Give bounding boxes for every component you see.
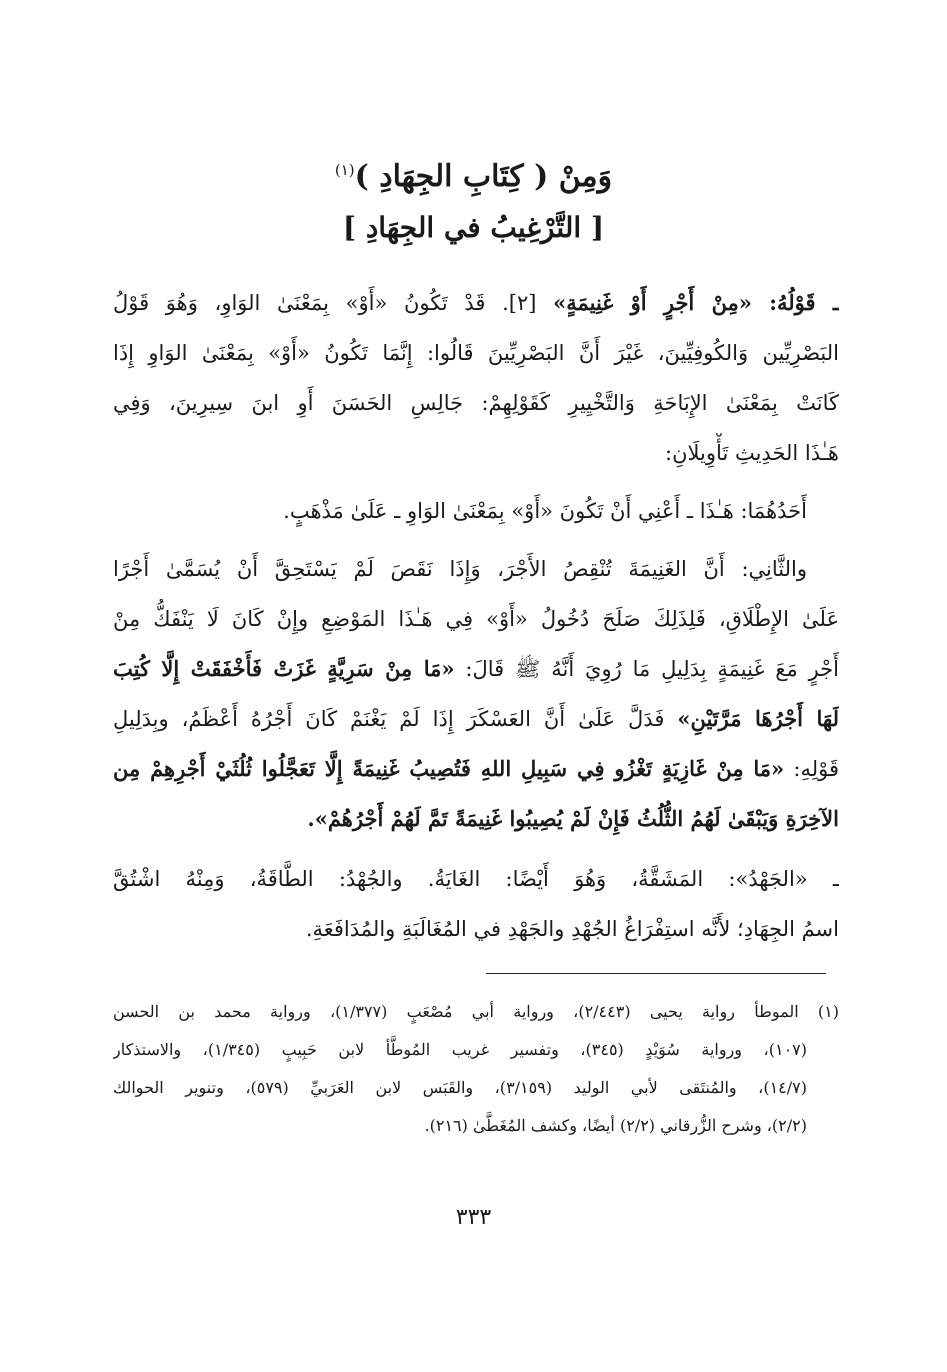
body-line: هَـٰذَا الحَدِيثِ تَأْوِيلَانِ: xyxy=(665,441,839,465)
body-text: قَوْلِهِ: xyxy=(784,757,839,781)
body-line: ـ «الجَهْدُ»: المَشَقَّةُ، وَهُوَ أَيْضًا: الغَايَةُ. والجُهْدُ: الطَّاقَةُ، وَمِنْهُ اشْتُقَّ xyxy=(113,867,839,891)
hadith-quote: «مَا مِنْ سَرِيَّةٍ غَزَتْ فَأَخْفَقَتْ إِلَّا كُتِبَ xyxy=(113,656,455,681)
body-line xyxy=(113,649,839,689)
body-line: اسمُ الجِهَادِ؛ لأَنَّه استِفْرَاغُ الجُهْدِ والجَهْدِ في المُغَالَبَةِ والمُدَافَعَةِ. xyxy=(305,917,839,941)
footnote-separator xyxy=(486,973,826,974)
body-line: الآخِرَةِ وَيَبْقَىٰ لَهُمُ الثُّلُثُ فَإِنْ لَمْ يُصِيبُوا غَنِيمَةً تَمَّ لَهُمْ أَجْرُهُمْ». xyxy=(307,806,839,831)
footnote-line: (١٤/٧)، والمُنتَقى لأبي الوليد (٣/١٥٩)، والقَبَس لابن العَرَبيِّ (٥٧٩)، وتنوير الحوالك xyxy=(113,1078,807,1097)
footnote-line: (١٠٧)، ورواية سُوَيْدٍ (٣٤٥)، وتفسير غريب المُوطَّأ لابن حَبِيبٍ (١/٣٤٥)، والاستذكار xyxy=(113,1040,807,1059)
body-text: ـ قَوْلُهُ: xyxy=(751,290,839,315)
section-subtitle: [ التَّرْغِيبُ في الجِهَادِ ] xyxy=(342,211,605,244)
body-line: عَلَىٰ الإِطْلَاقِ، فَلِذَلِكَ صَلَحَ دُخُولُ «أَوْ» فِي هَـٰذَا المَوْضِعِ وإِنْ كَانَ لَا يَنْفَكُّ مِنْ xyxy=(113,607,839,631)
body-text: أَجْرٍ مَعَ غَنِيمَةٍ بِدَلِيلِ مَا رُوِيَ أَنَّهُ ﷺ قَالَ: xyxy=(454,657,839,681)
body-line xyxy=(113,283,839,323)
body-line: كَانَتْ بِمَعْنَىٰ الإِبَاحَةِ وَالتَّخْيِيرِ كَقَوْلِهِمْ: جَالِسِ الحَسَنَ أَوِ ابنَ سِيرِينَ، وَفِي xyxy=(113,391,839,415)
body-text: فَدَلَّ عَلَىٰ أَنَّ العَسْكَرَ إِذَا لَمْ يَغْنَمْ كَانَ أَجْرُهُ أَعْظَمُ، وبِدَلِيلِ xyxy=(113,707,678,731)
body-line: البَصْرِيِّين وَالكُوفِيِّينَ، غَيْرَ أَنَّ البَصْرِيِّينَ قَالُوا: إِنَّمَا تَكُونُ «أَوْ» بِمَعْنَىٰ الوَاوِ إِذَا xyxy=(113,341,839,365)
hadith-quote: «مِنْ أَجْرٍ أَوْ غَنِيمَةٍ» xyxy=(553,290,752,315)
chapter-title-text: وَمِنْ ( كِتَابِ الجِهَادِ ) xyxy=(354,159,613,194)
page-number: ٣٣٣ xyxy=(455,1205,492,1230)
body-text: [٢]. قَدْ تَكُونُ «أَوْ» بِمَعْنَىٰ الوَاوِ، وَهُوَ قَوْلُ xyxy=(113,291,554,315)
chapter-title xyxy=(0,148,947,199)
footnote-line: (٢/٢)، وشرح الزُّرقاني (٢/٢) أيضًا، وكشف المُغَطَّىٰ (٢١٦). xyxy=(424,1116,807,1135)
title-footnote-marker: (١) xyxy=(334,161,355,179)
hadith-quote: «مَا مِنْ غَازِيَةٍ تَغْزُو فِي سَبِيلِ اللهِ فَتُصِيبُ غَنِيمَةً إِلَّا تَعَجَّلُوا ثُلُثَيْ أَجْرِهِمْ مِن xyxy=(113,756,785,781)
body-line xyxy=(113,749,839,789)
hadith-quote: لَهَا أَجْرُهَا مَرَّتَيْنِ» xyxy=(677,706,839,731)
body-line: أَحَدُهُمَا: هَـٰذَا ـ أَعْنِي أَنْ تَكُونَ «أَوْ» بِمَعْنَىٰ الوَاوِ ـ عَلَىٰ مَذْهَبٍ. xyxy=(283,499,807,523)
body-line xyxy=(113,699,839,739)
footnote-line: (١) الموطأ رواية يحيى (٢/٤٤٣)، ورواية أبي مُصْعَبٍ (١/٣٧٧)، ورواية محمد بن الحسن xyxy=(113,1002,839,1021)
body-line: والثَّانِي: أَنَّ الغَنِيمَةَ تُنْقِصُ الأَجْرَ، وَإِذَا نَقَصَ لَمْ يَسْتَحِقَّ أَنْ يُسَمَّىٰ أَجْرًا xyxy=(113,557,807,581)
